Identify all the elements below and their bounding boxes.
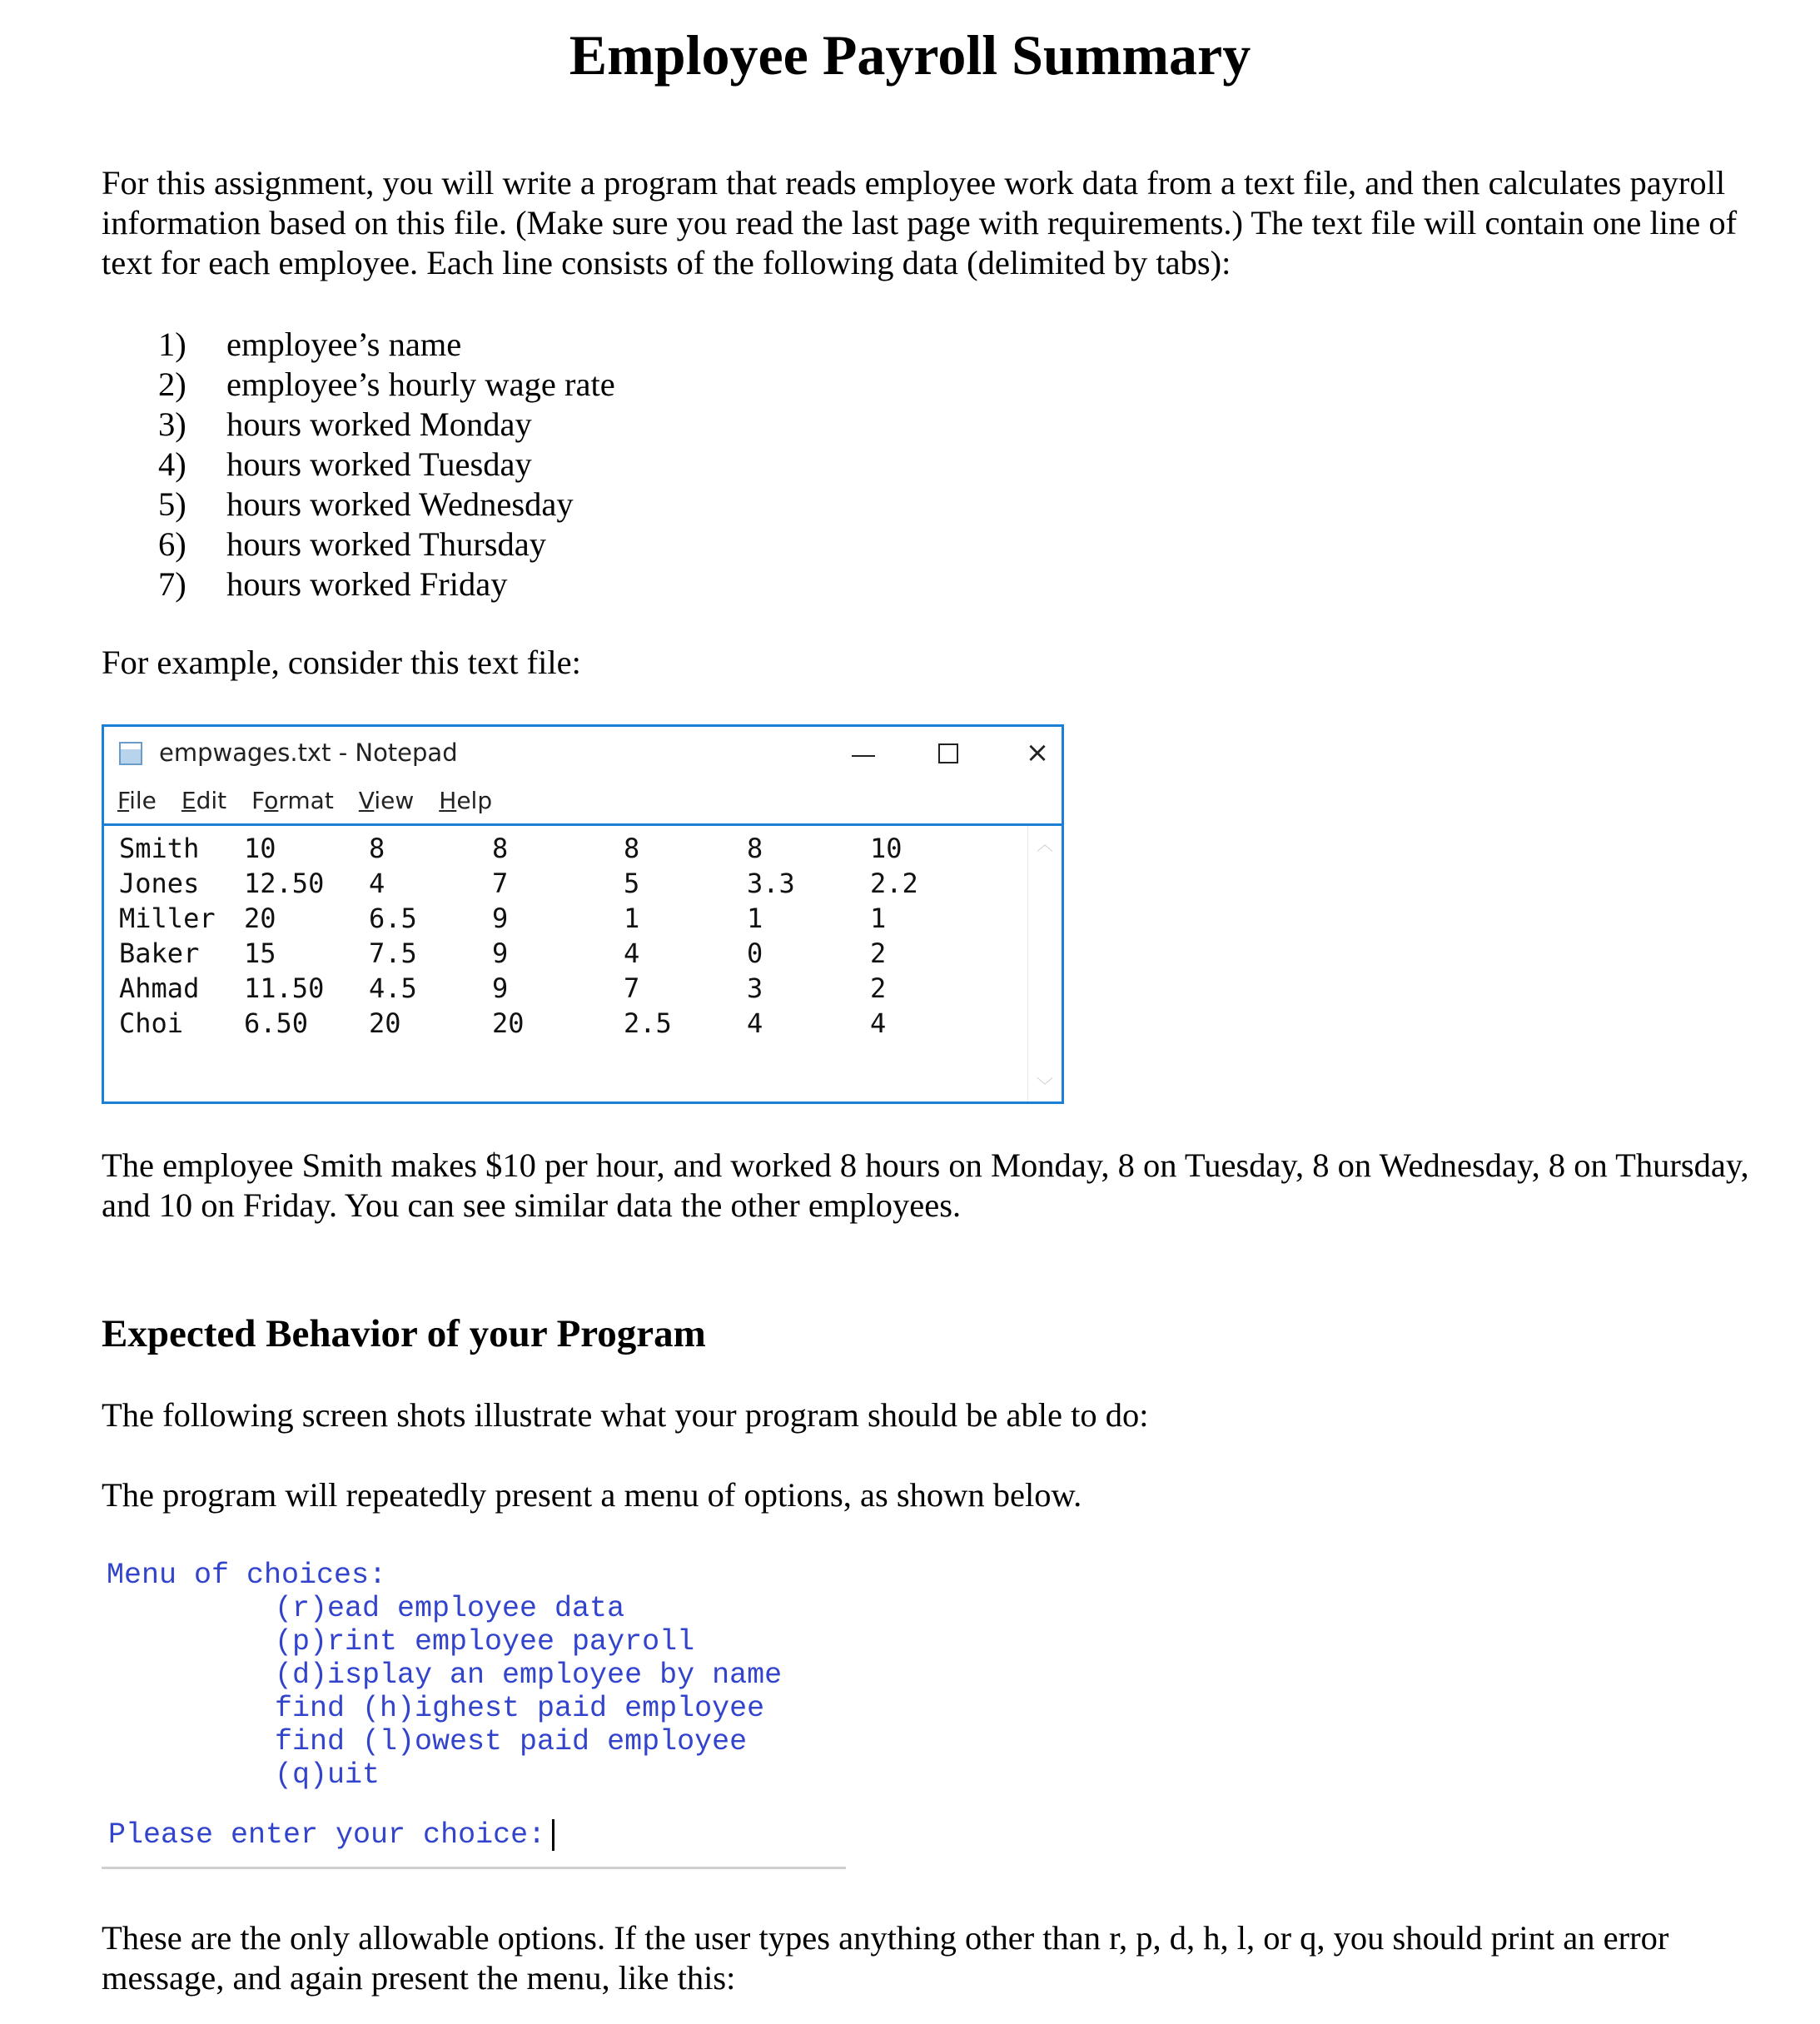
list-number: 6): [158, 525, 186, 563]
menu-option: (p)rint employee payroll: [275, 1625, 695, 1658]
list-item: [158, 365, 615, 405]
table-cell: 4: [369, 868, 385, 899]
close-button[interactable]: [1008, 734, 1067, 772]
list-item: [158, 564, 615, 604]
minimize-icon: [852, 755, 875, 757]
prompt-text: Please enter your choice:: [108, 1818, 546, 1852]
table-cell: 0: [747, 937, 763, 969]
close-icon: ×: [1025, 736, 1050, 769]
example-intro: For example, consider this text file:: [102, 644, 581, 681]
table-cell: 4: [747, 1007, 763, 1039]
table-cell: 9: [492, 937, 509, 969]
menu-help[interactable]: Help: [439, 787, 493, 814]
table-cell: 20: [244, 903, 276, 934]
table-cell: 6.50: [244, 1007, 309, 1039]
field-list: [158, 325, 615, 604]
menu-view[interactable]: View: [358, 787, 415, 814]
table-cell: 3: [747, 972, 763, 1004]
list-text: hours worked Monday: [226, 405, 532, 443]
table-cell: 8: [624, 833, 640, 864]
table-cell: 11.50: [244, 972, 325, 1004]
intro-paragraph: For this assignment, you will write a program that reads employee work data from a text file, and then calculates payroll information based on this file. (Make sure you read the last page with requirements.) The text file will contain one line of text for each employee. Each line consists of the following data (delimited by tabs):: [102, 164, 1738, 281]
table-cell: 7: [492, 868, 509, 899]
maximize-button[interactable]: [920, 734, 978, 772]
menu-format[interactable]: Format: [251, 787, 334, 814]
table-cell: 4.5: [369, 972, 417, 1004]
list-item: [158, 405, 615, 445]
table-cell: 1: [747, 903, 763, 934]
list-text: hours worked Thursday: [226, 525, 546, 563]
list-text: hours worked Friday: [226, 565, 508, 603]
table-cell: 6.5: [369, 903, 417, 934]
list-number: 2): [158, 366, 186, 403]
notepad-text-area[interactable]: [104, 826, 1028, 1102]
table-cell: 1: [870, 903, 887, 934]
menu-intro: The program will repeatedly present a menu of options, as shown below.: [102, 1476, 1082, 1514]
table-cell: 7.5: [369, 937, 417, 969]
table-cell: 8: [369, 833, 385, 864]
menu-option: find (h)ighest paid employee: [275, 1692, 765, 1725]
table-cell: 3.3: [747, 868, 795, 899]
table-row: [104, 937, 1028, 972]
table-cell: 2.5: [624, 1007, 672, 1039]
list-text: hours worked Tuesday: [226, 445, 532, 483]
list-number: 4): [158, 445, 186, 483]
notepad-app-icon: [119, 742, 142, 765]
list-text: hours worked Wednesday: [226, 485, 574, 523]
table-row: [104, 868, 1028, 903]
table-cell: 7: [624, 972, 640, 1004]
maximize-icon: [938, 743, 958, 763]
list-number: 3): [158, 405, 186, 443]
console-divider: [102, 1867, 846, 1869]
table-row: [104, 1007, 1028, 1042]
menu-option: (d)isplay an employee by name: [275, 1658, 783, 1692]
table-cell: 12.50: [244, 868, 325, 899]
menu-option: (q)uit: [275, 1758, 380, 1792]
list-item: [158, 485, 615, 525]
minimize-button[interactable]: [835, 734, 893, 772]
table-cell: Miller: [119, 903, 216, 934]
choice-prompt: [108, 1817, 554, 1853]
list-item: [158, 525, 615, 564]
table-cell: 20: [369, 1007, 401, 1039]
list-text: employee’s hourly wage rate: [226, 366, 615, 403]
table-cell: 9: [492, 972, 509, 1004]
page-title: Employee Payroll Summary: [569, 23, 1251, 87]
table-cell: 2.2: [870, 868, 918, 899]
table-cell: 5: [624, 868, 640, 899]
scroll-down-icon[interactable]: ﹀: [1037, 1076, 1053, 1096]
scroll-up-icon[interactable]: ︿: [1037, 834, 1053, 854]
section-heading: Expected Behavior of your Program: [102, 1312, 706, 1355]
table-cell: Smith: [119, 833, 200, 864]
notepad-window: [102, 724, 1064, 1104]
list-text: employee’s name: [226, 326, 462, 363]
menu-option: (r)ead employee data: [275, 1592, 625, 1625]
menu-option: find (l)owest paid employee: [275, 1725, 748, 1758]
table-cell: 8: [492, 833, 509, 864]
table-cell: 2: [870, 972, 887, 1004]
table-cell: 10: [870, 833, 903, 864]
table-cell: 20: [492, 1007, 525, 1039]
vertical-scrollbar[interactable]: [1027, 826, 1062, 1102]
list-number: 1): [158, 326, 186, 363]
table-cell: 9: [492, 903, 509, 934]
list-item: [158, 325, 615, 365]
table-cell: Baker: [119, 937, 200, 969]
notepad-menubar: [104, 782, 1062, 826]
table-row: [104, 972, 1028, 1007]
notepad-title: empwages.txt - Notepad: [159, 738, 458, 767]
table-cell: Jones: [119, 868, 200, 899]
table-cell: 10: [244, 833, 276, 864]
closing-paragraph: These are the only allowable options. If the user types anything other than r, p, d, h, l, or q, you should print an error message, and again present the menu, like this:: [102, 1919, 1669, 1997]
list-item: [158, 445, 615, 485]
table-cell: 2: [870, 937, 887, 969]
table-cell: 15: [244, 937, 276, 969]
list-number: 5): [158, 485, 186, 523]
table-cell: 1: [624, 903, 640, 934]
list-number: 7): [158, 565, 186, 603]
table-cell: 4: [870, 1007, 887, 1039]
table-cell: 8: [747, 833, 763, 864]
table-row: [104, 833, 1028, 868]
table-cell: Choi: [119, 1007, 184, 1039]
notepad-titlebar: [104, 727, 1062, 778]
smith-explanation: The employee Smith makes $10 per hour, and worked 8 hours on Monday, 8 on Tuesday, 8 on Wednesday, 8 on Thursday, and 10 on Friday. You can see similar data the other employees.: [102, 1146, 1749, 1224]
menu-edit[interactable]: Edit: [181, 787, 227, 814]
text-cursor: [552, 1819, 554, 1851]
table-row: [104, 903, 1028, 937]
menu-file[interactable]: File: [117, 787, 157, 814]
screenshots-intro: The following screen shots illustrate what your program should be able to do:: [102, 1396, 1149, 1434]
menu-header: Menu of choices:: [107, 1559, 387, 1592]
table-cell: 4: [624, 937, 640, 969]
table-cell: Ahmad: [119, 972, 200, 1004]
